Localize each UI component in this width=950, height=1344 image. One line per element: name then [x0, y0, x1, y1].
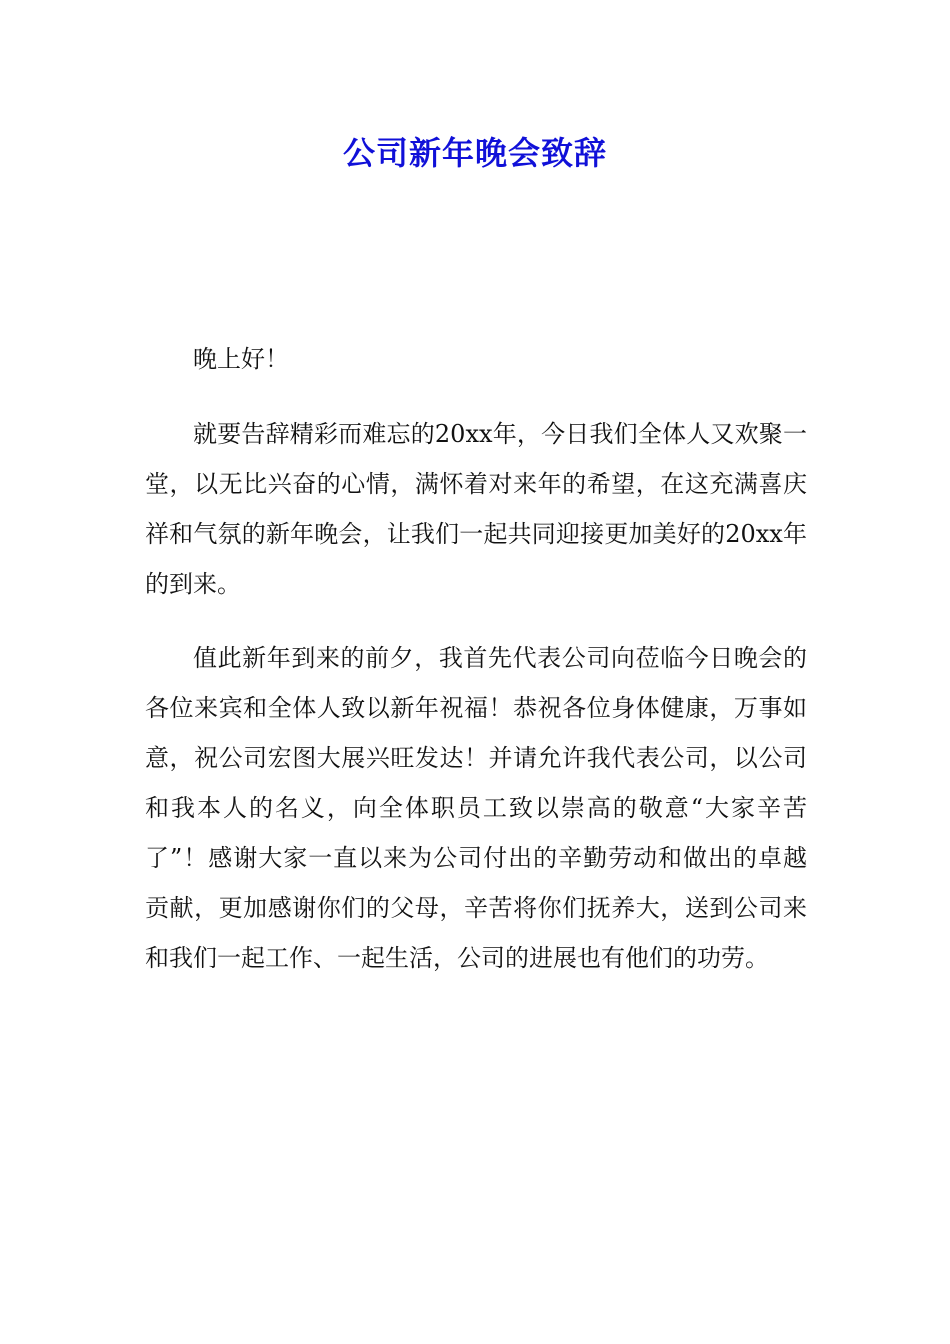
paragraph-line: 了”！感谢大家一直以来为公司付出的辛勤劳动和做出的卓越 [145, 844, 807, 872]
document-body [145, 334, 807, 983]
paragraph-line: 贡献，更加感谢你们的父母，辛苦将你们抚养大，送到公司来 [145, 894, 807, 922]
greeting-line: 晚上好！ [193, 345, 289, 373]
paragraph-gap [145, 609, 807, 634]
paragraph-line: 堂，以无比兴奋的心情，满怀着对来年的希望，在这充满喜庆 [145, 469, 807, 498]
paragraph-line: 的到来。 [145, 569, 241, 598]
paragraph-line: 值此新年到来的前夕，我首先代表公司向莅临今日晚会的 [193, 644, 807, 672]
paragraph-line: 祥和气氛的新年晚会，让我们一起共同迎接更加美好的20xx年 [145, 519, 807, 548]
paragraph-line: 意，祝公司宏图大展兴旺发达！并请允许我代表公司，以公司 [145, 744, 807, 772]
paragraph-2 [145, 633, 807, 983]
paragraph-line: 各位来宾和全体人致以新年祝福！恭祝各位身体健康，万事如 [145, 694, 807, 722]
paragraph-line: 和我本人的名义，向全体职员工致以崇高的敬意“大家辛苦 [145, 794, 807, 822]
paragraph-line: 和我们一起工作、一起生活，公司的进展也有他们的功劳。 [145, 944, 769, 972]
greeting-paragraph [145, 334, 807, 384]
paragraph-1 [145, 409, 807, 609]
paragraph-gap [145, 384, 807, 409]
paragraph-line: 就要告辞精彩而难忘的20xx年，今日我们全体人又欢聚一 [193, 419, 807, 448]
document-title: 公司新年晚会致辞 [342, 134, 607, 172]
